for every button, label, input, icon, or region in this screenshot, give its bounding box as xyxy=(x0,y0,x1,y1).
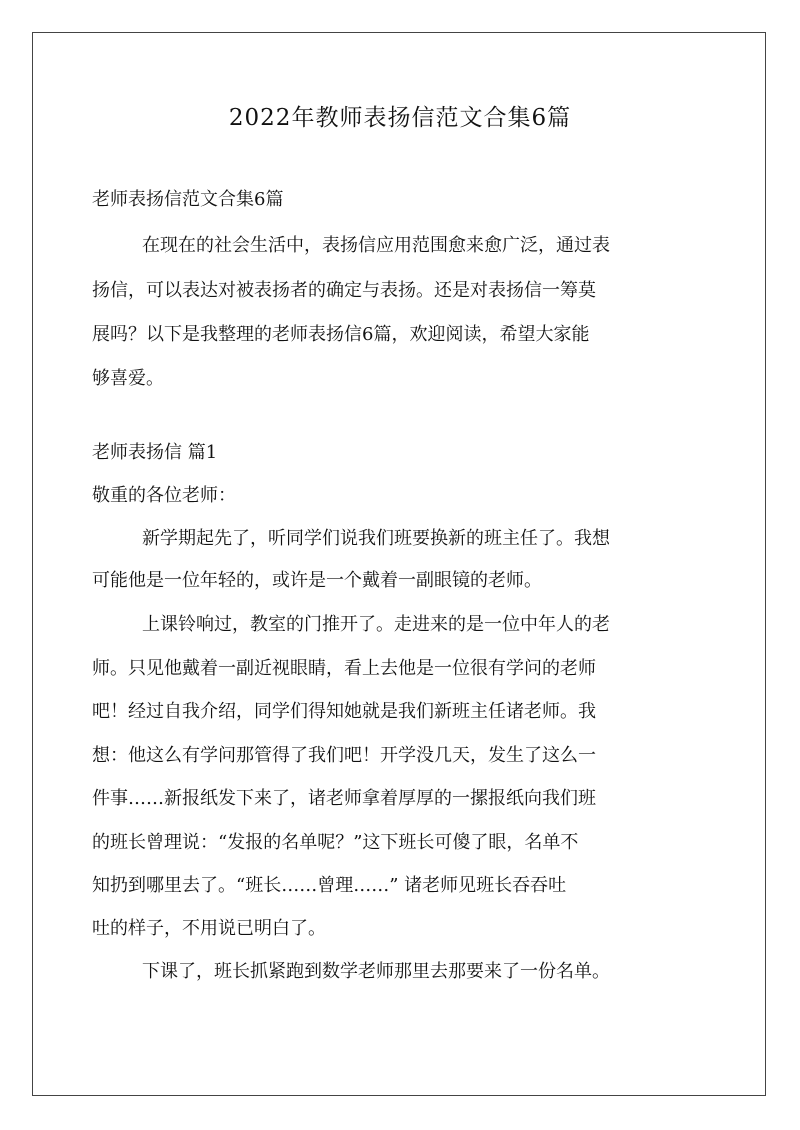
paragraph-line: 吐的样子，不用说已明白了。 xyxy=(92,918,326,939)
paragraph-line: 吧！经过自我介绍，同学们得知她就是我们新班主任诸老师。我 xyxy=(92,701,596,722)
paragraph-line: 展吗？以下是我整理的老师表扬信6篇，欢迎阅读，希望大家能 xyxy=(92,324,590,345)
paragraph-line: 在现在的社会生活中，表扬信应用范围愈来愈广泛，通过表 xyxy=(142,235,610,256)
paragraph-line: 的班长曾理说：“发报的名单呢？”这下班长可傻了眼，名单不 xyxy=(92,832,579,853)
document-title: 2022年教师表扬信范文合集6篇 xyxy=(228,105,572,131)
paragraph-line: 师。只见他戴着一副近视眼睛，看上去他是一位很有学问的老师 xyxy=(92,658,596,679)
letter-heading: 老师表扬信 篇1 xyxy=(92,442,218,463)
paragraph-line: 下课了，班长抓紧跑到数学老师那里去那要来了一份名单。 xyxy=(142,961,610,982)
paragraph-line: 上课铃响过，教室的门推开了。走进来的是一位中年人的老 xyxy=(142,614,610,635)
paragraph-line: 够喜爱。 xyxy=(92,368,164,389)
section-heading: 老师表扬信范文合集6篇 xyxy=(92,189,284,210)
paragraph-line: 可能他是一位年轻的，或许是一个戴着一副眼镜的老师。 xyxy=(92,570,542,591)
paragraph-line: 件事……新报纸发下来了，诸老师拿着厚厚的一摞报纸向我们班 xyxy=(92,788,596,809)
paragraph-line: 新学期起先了，听同学们说我们班要换新的班主任了。我想 xyxy=(142,528,610,549)
paragraph-line: 知扔到哪里去了。“班长……曾理……” 诸老师见班长吞吞吐 xyxy=(92,875,567,896)
paragraph-line: 想：他这么有学问那管得了我们吧！开学没几天，发生了这么一 xyxy=(92,745,596,766)
paragraph-line: 扬信，可以表达对被表扬者的确定与表扬。还是对表扬信一筹莫 xyxy=(92,280,596,301)
letter-salutation: 敬重的各位老师： xyxy=(92,485,236,506)
